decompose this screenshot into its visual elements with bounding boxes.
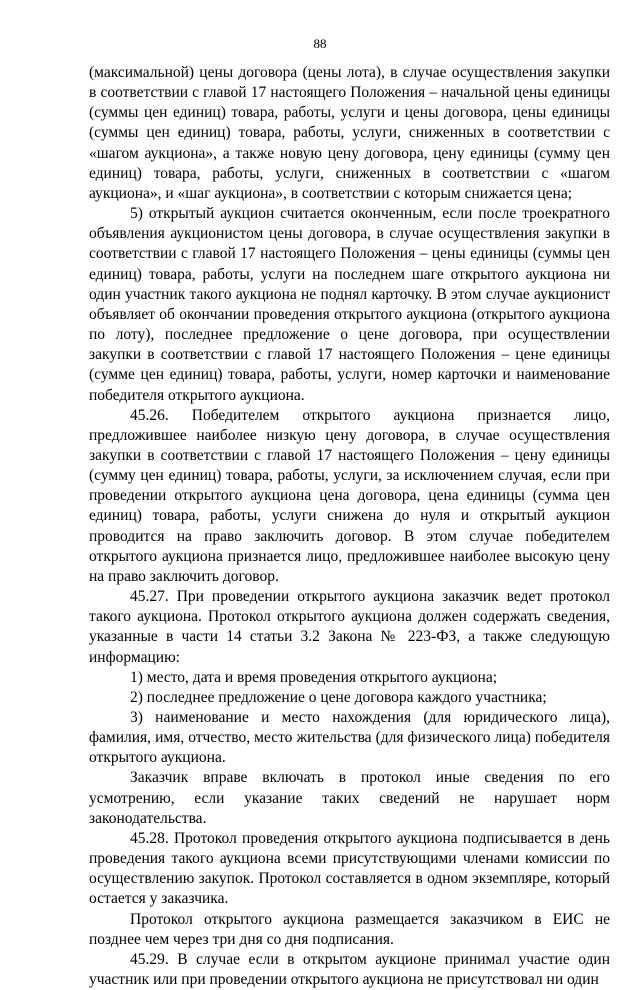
- list-item-2: 2) последнее предложение о цене договора каждого участника;: [130, 688, 547, 706]
- paragraph-item-5: 5) открытый аукцион считается оконченным, если после троекратного объявления аукционистом цены договора, в случае осуществления закупки в соответствии с главой 17 настоящего Положения – цены единицы (суммы цен единиц) товара, работы, услуги на последнем шаге открытого аукциона ни один участник такого аукциона не поднял карточку. В этом случае аукционист объявляет об окончании проведения открытого аукциона (открытого аукциона по лоту), последнее предложение о цене договора, при осуществлении закупки в соответствии с главой 17 настоящего Положения – цене единицы (сумме цен единиц) товара, работы, услуги, номер карточки и наименование победителя открытого аукциона.: [89, 205, 610, 404]
- paragraph-45-27: 45.27. При проведении открытого аукциона заказчик ведет протокол такого аукциона. Протокол открытого аукциона должен содержать сведения, указанные в части 14 статьи 3.2 Закона № 223-ФЗ, а также следующую информацию:: [89, 588, 610, 666]
- list-item-3: 3) наименование и место нахождения (для юридического лица), фамилия, имя, отчество, место жительства (для физического лица) победителя открытого аукциона.: [89, 709, 610, 767]
- document-body: [89, 63, 610, 990]
- list-item-1: 1) место, дата и время проведения открытого аукциона;: [130, 668, 498, 686]
- paragraph-45-29: 45.29. В случае если в открытом аукционе принимал участие один участник или при проведении открытого аукциона не присутствовал ни один: [89, 950, 610, 989]
- paragraph-45-26: 45.26. Победителем открытого аукциона признается лицо, предложившее наиболее низкую цену договора, в случае осуществления закупки в соответствии с главой 17 настоящего Положения – цену единицы (сумму цен единиц) товара, работы, услуги, за исключением случая, если при проведении открытого аукциона цена договора, цена единицы (сумма цен единиц) товара, работы, услуги снижена до нуля и открытый аукцион проводится на право заключить договор. В этом случае победителем открытого аукциона признается лицо, предложившее наиболее высокую цену на право заключить договор.: [89, 406, 610, 585]
- paragraph-protocol-publication: Протокол открытого аукциона размещается заказчиком в ЕИС не позднее чем через три дня со дня подписания.: [89, 910, 610, 948]
- paragraph-45-28: 45.28. Протокол проведения открытого аукциона подписывается в день проведения такого аукциона всеми присутствующими членами комиссии по осуществлению закупок. Протокол составляется в одном экземпляре, который остается у заказчика.: [89, 829, 610, 908]
- page-number: 88: [313, 36, 327, 51]
- paragraph-additional-info: Заказчик вправе включать в протокол иные сведения по его усмотрению, если указание таких сведений не нарушает норм законодательства.: [89, 769, 610, 827]
- paragraph-price-continuation: (максимальной) цены договора (цены лота), в случае осуществления закупки в соответствии с главой 17 настоящего Положения – начальной цены единицы (суммы цен единиц) товара, работы, услуги и цены договора, цены единицы (суммы цен единиц) товара, работы, услуги, сниженных в соответствии с «шагом аукциона», а также новую цену договора, цену единицы (сумму цен единиц) товара, работы, услуги, сниженных в соответствии с «шагом аукциона», и «шаг аукциона», в соответствии с которым снижается цена;: [89, 64, 610, 202]
